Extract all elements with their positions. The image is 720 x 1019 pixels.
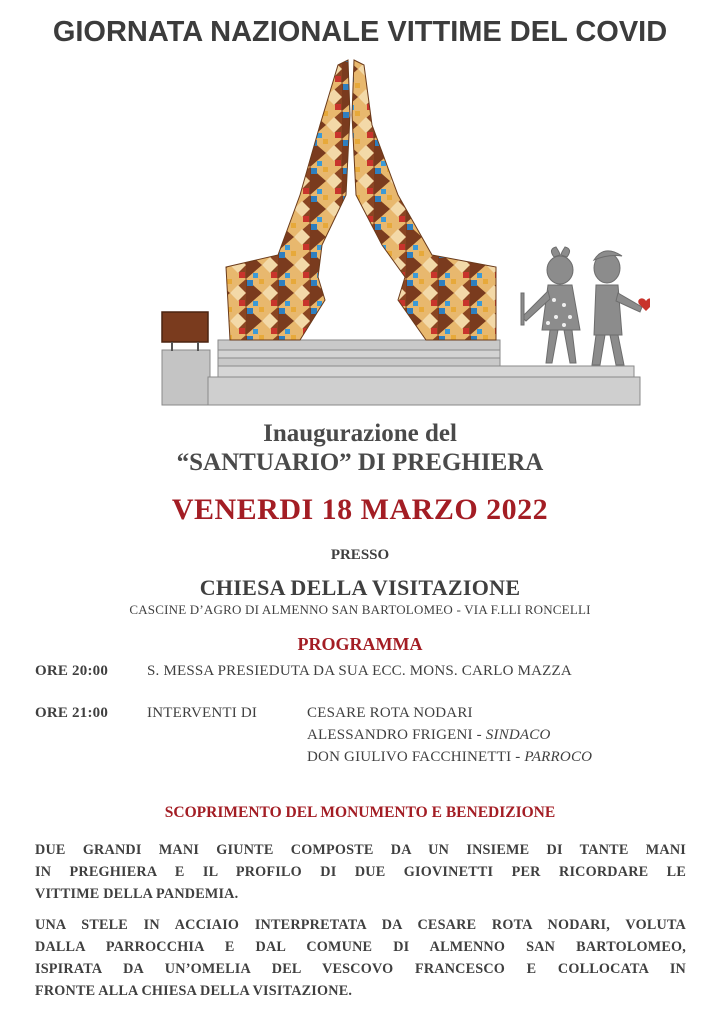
place-name: CHIESA DELLA VISITAZIONE [199, 575, 521, 600]
monument-illustration [150, 55, 650, 410]
speaker-3-role: PARROCO [524, 749, 593, 765]
scoprimento-title: SCOPRIMENTO DEL MONUMENTO E BENEDIZIONE [164, 804, 556, 821]
para2-line: ISPIRATA DA UN’OMELIA DEL VESCOVO FRANCESCO E COLLOCATA IN [35, 961, 686, 977]
speaker-3 [307, 749, 592, 766]
description-paragraph-2 [35, 914, 686, 1002]
page-title: GIORNATA NAZIONALE VITTIME DEL COVID [52, 16, 668, 48]
para2-line: FRONTE ALLA CHIESA DELLA VISITAZIONE. [35, 983, 353, 999]
para1-line: VITTIME DELLA PANDEMIA. [35, 886, 239, 902]
mosaic-hands [226, 60, 496, 340]
event-date: VENERDI 18 MARZO 2022 [171, 493, 549, 526]
speaker-2-role: SINDACO [485, 727, 551, 743]
program-time-1: ORE 20:00 [35, 663, 109, 679]
speaker-2 [307, 727, 551, 744]
para2-line: DALLA PARROCCHIA E DAL COMUNE DI ALMENNO SAN BARTOLOMEO, [35, 939, 686, 955]
para1-line: IN PREGHIERA E IL PROFILO DI DUE GIOVINETTI PER RICORDARE LE [35, 864, 686, 880]
speaker-1-name: CESARE ROTA NODARI [307, 705, 473, 721]
santuario-line: “SANTUARIO” DI PREGHIERA [176, 449, 544, 476]
speaker-1 [307, 705, 473, 722]
program-text-1: S. MESSA PRESIEDUTA DA SUA ECC. MONS. CARLO MAZZA [147, 663, 572, 679]
program-time-2: ORE 21:00 [35, 705, 109, 721]
para2-line: UNA STELE IN ACCIAIO INTERPRETATA DA CESARE ROTA NODARI, VOLUTA [35, 917, 686, 933]
program-text-2: INTERVENTI DI [147, 705, 258, 721]
para1-line: DUE GRANDI MANI GIUNTE COMPOSTE DA UN INSIEME DI TANTE MANI [35, 842, 686, 858]
speaker-3-name: DON GIULIVO FACCHINETTI - [307, 749, 525, 765]
plaque [162, 312, 208, 351]
speaker-2-name: ALESSANDRO FRIGENI - [307, 727, 486, 743]
inauguration-line: Inaugurazione del [263, 420, 457, 447]
programma-title: PROGRAMMA [297, 634, 423, 654]
description-paragraph-1 [35, 839, 686, 905]
place-address: CASCINE D’AGRO DI ALMENNO SAN BARTOLOMEO - VIA F.LLI RONCELLI [129, 602, 591, 617]
presso-label: PRESSO [330, 547, 390, 563]
silhouette-children [521, 247, 642, 365]
